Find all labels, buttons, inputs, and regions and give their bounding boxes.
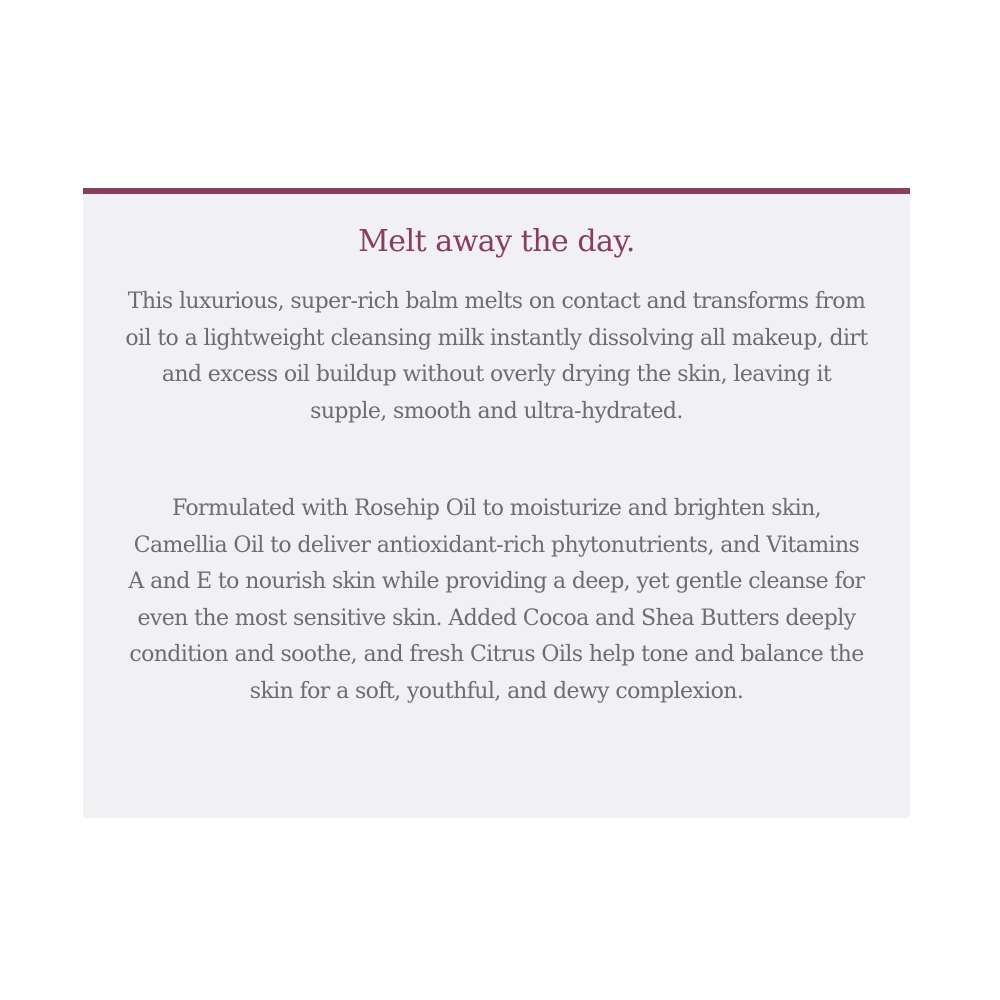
headline: Melt away the day. [358, 224, 635, 259]
product-description-panel [83, 188, 910, 818]
description-paragraph-2: Formulated with Rosehip Oil to moisturize and brighten skin, Camellia Oil to deliver antioxidant-rich phytonutrients, and Vitamins A and E to nourish skin while providing a deep, yet gentle cleanse for even the most sensitive skin. Added Cocoa and Shea Butters deeply condition and soothe, and fresh Citrus Oils help tone and balance the skin for a soft, youthful, and dewy complexion. [128, 496, 865, 704]
accent-bar [83, 188, 910, 194]
description-paragraph-1: This luxurious, super-rich balm melts on contact and transforms from oil to a lightweight cleansing milk instantly dissolving all makeup, dirt and excess oil buildup without overly drying the skin, leaving it supple, smooth and ultra-hydrated. [125, 289, 868, 424]
